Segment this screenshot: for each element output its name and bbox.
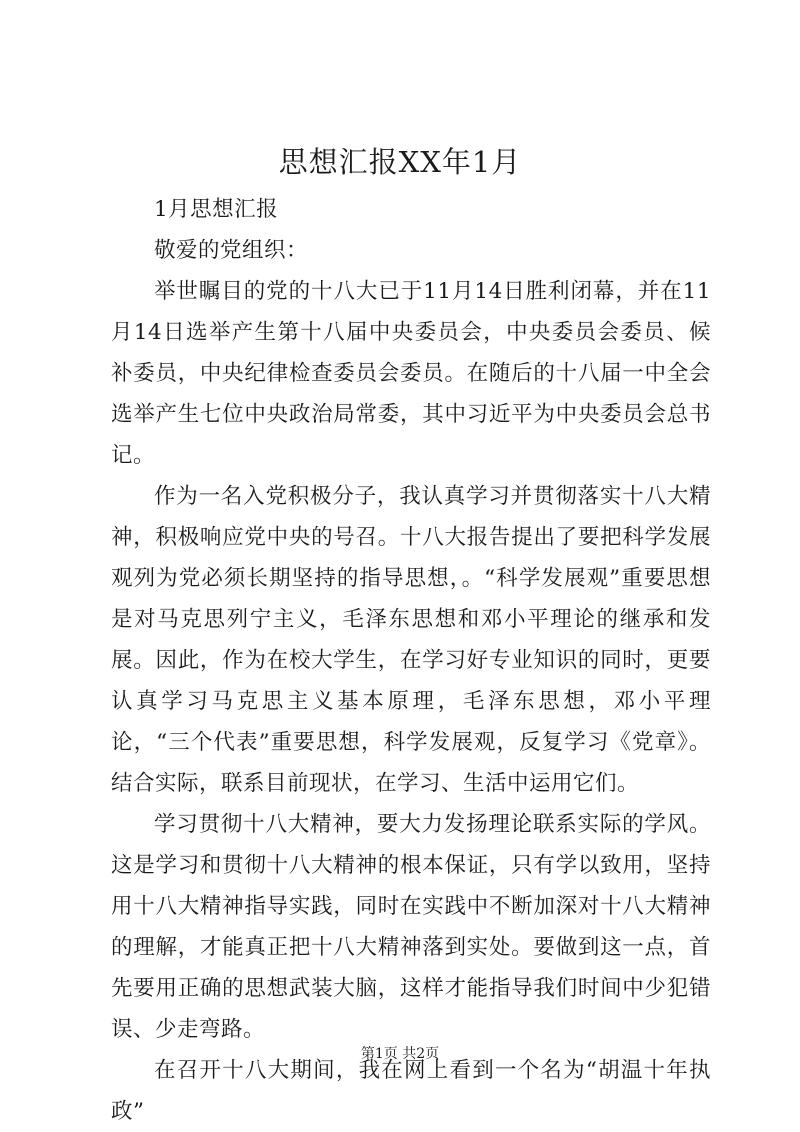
paragraph-2: 作为一名入党积极分子，我认真学习并贯彻落实十八大精神，积极响应党中央的号召。十八大报告提出了要把科学发展观列为党必须长期坚持的指导思想，。“科学发展观”重要思想是对马克思列宁主义，毛泽东思想和邓小平理论的继承和发展。因此，作为在校大学生，在学习好专业知识的同时，更要认真学习马克思主义基本原理，毛泽东思想，邓小平理论，“三个代表”重要思想，科学发展观，反复学习《党章》。结合实际，联系目前现状，在学习、生活中运用它们。: [111, 484, 711, 796]
paragraph-3: 学习贯彻十八大精神，要大力发扬理论联系实际的学风。这是学习和贯彻十八大精神的根本保证，只有学以致用，坚持用十八大精神指导实践，同时在实践中不断加深对十八大精神的理解，才能真正把十八大精神落到实处。要做到这一点，首先要用正确的思想武装大脑，这样才能指导我们时间中少犯错误、少走弯路。: [111, 812, 711, 1042]
paragraph-4: 在召开十八大期间，我在网上看到一个名为“胡温十年执政”: [111, 1058, 711, 1124]
paragraph-heading: 1月思想汇报: [154, 197, 279, 222]
paragraph-1: 举世瞩目的党的十八大已于11月14日胜利闭幕，并在11月14日选举产生第十八届中央委员会，中央委员会委员、候补委员，中央纪律检查委员会委员。在随后的十八届一中全会选举产生七位中央政治局常委，其中习近平为中央委员会总书记。: [111, 279, 711, 468]
page-footer: 第1页 共2页: [360, 1046, 440, 1062]
document-title: 思想汇报XX年1月: [278, 145, 522, 179]
paragraph-salutation: 敬爱的党组织：: [154, 238, 309, 263]
document-body: [111, 189, 711, 1132]
